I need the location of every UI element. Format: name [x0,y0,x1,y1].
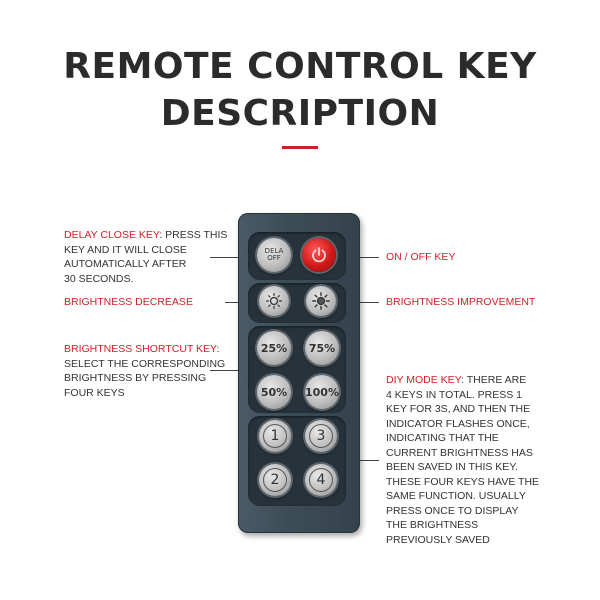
brightness-decrease-key[interactable] [259,286,289,316]
brightness-75-key[interactable]: 75% [305,331,339,365]
diy-key-2[interactable]: 2 [259,464,291,496]
delay-close-label: DELAY CLOSE KEY [64,229,160,241]
diy-key-4[interactable]: 4 [305,464,337,496]
delay-off-key[interactable]: DELA OFF [257,238,291,272]
brightness-50-key[interactable]: 50% [257,375,291,409]
brightness-100-key[interactable]: 100% [305,375,339,409]
page-title-line-1: REMOTE CONTROL KEY [63,46,537,87]
sun-dim-icon [264,291,284,311]
power-key[interactable] [302,238,336,272]
brightness-improvement-key[interactable] [306,286,336,316]
diy-label: DIY MODE KEY [386,374,462,386]
brightness-decrease-label: BRIGHTNESS DECREASE [64,296,193,308]
shortcut-description: BRIGHTNESS SHORTCUT KEY: SELECT THE CORRESPONDING BRIGHTNESS BY PRESSING FOUR KEYS [64,343,226,399]
sun-bright-icon [311,291,331,311]
title-divider [282,146,318,149]
power-icon [309,245,329,265]
shortcut-label: BRIGHTNESS SHORTCUT KEY [64,343,217,355]
diy-key-1[interactable]: 1 [259,420,291,452]
delay-close-description: DELAY CLOSE KEY: PRESS THIS KEY AND IT WILL CLOSE AUTOMATICALLY AFTER 30 SECONDS. [64,229,228,285]
diy-description: DIY MODE KEY: THERE ARE 4 KEYS IN TOTAL. PRESS 1 KEY FOR 3S, AND THEN THE INDICATOR FLASHES ONCE, INDICATING THAT THE CURRENT BRIGHTNESS HAS BEEN SAVED IN THIS KEY. THESE FOUR KEYS HAVE THE SAME FUNCTION. USUALLY PRESS ONCE TO DISPLAY THE BRIGHTNESS PREVIOUSLY SAVED [386,374,540,546]
page-title-line-2: DESCRIPTION [160,93,440,134]
on-off-label: ON / OFF KEY [386,251,456,263]
diy-key-3[interactable]: 3 [305,420,337,452]
brightness-improvement-label: BRIGHTNESS IMPROVEMENT [386,296,536,308]
brightness-25-key[interactable]: 25% [257,331,291,365]
